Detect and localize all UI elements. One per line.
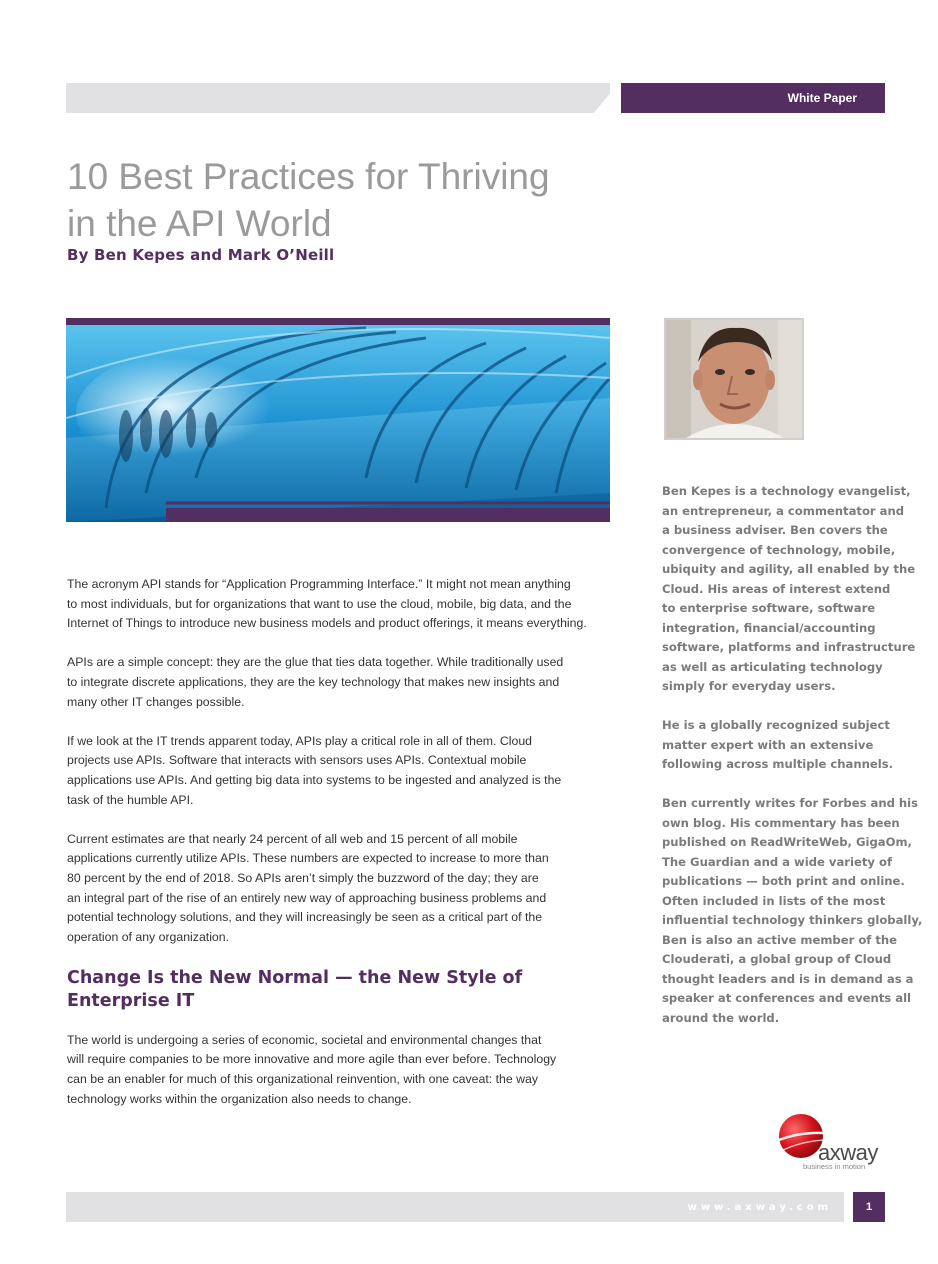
bio-line: to enterprise software, software [662, 601, 876, 615]
bio-paragraph-1 [662, 482, 916, 697]
text-line: task of the humble API. [67, 792, 194, 807]
text-line: projects use APIs. Software that interacts with sensors uses APIs. Contextual mobile [67, 753, 527, 768]
heading-line: Change Is the New Normal — the New Style of [67, 967, 523, 988]
hero-image-tunnel [66, 318, 610, 522]
text-line: If we look at the IT trends apparent today, APIs play a critical role in all of them. Cloud [67, 733, 533, 748]
footer-bar [66, 1192, 844, 1222]
author-bio [662, 482, 923, 1048]
bio-line: Ben is also an active member of the [662, 932, 898, 947]
heading-line: Enterprise IT [67, 990, 195, 1011]
footer-url: www.axway.com [687, 1201, 832, 1213]
text-line: can be an enabler for much of this organizational reinvention, with one caveat: the way [67, 1072, 538, 1087]
page-title [67, 153, 627, 247]
bio-line: published on ReadWriteWeb, GigaOm, [662, 835, 912, 849]
text-line: The world is undergoing a series of economic, societal and environmental changes that [67, 1032, 542, 1047]
bio-line: He is a globally recognized subject [662, 718, 890, 732]
text-line: Current estimates are that nearly 24 percent of all web and 15 percent of all mobile [67, 831, 518, 846]
paragraph-1 [67, 575, 617, 634]
bio-line: a business adviser. Ben covers the [662, 523, 888, 537]
bio-line: speaker at conferences and events all [662, 991, 912, 1005]
text-line: Internet of Things to introduce new business models and product offerings, it means everything. [67, 616, 587, 631]
axway-tagline: business in motion [803, 1162, 866, 1171]
author-byline: By Ben Kepes and Mark O’Neill [67, 246, 335, 264]
bio-line: influential technology thinkers globally, [662, 913, 923, 927]
paragraph-4 [67, 830, 617, 948]
bio-line: as well as articulating technology [662, 659, 883, 674]
paragraph-3 [67, 732, 617, 810]
axway-logo-text: axway [818, 1140, 878, 1165]
text-line: APIs are a simple concept: they are the glue that ties data together. While traditionally used [67, 655, 564, 670]
title-line-2: in the API World [67, 203, 332, 244]
text-line: technology works within the organization also needs to change. [67, 1091, 412, 1106]
text-line: applications currently utilize APIs. These numbers are expected to increase to more than [67, 851, 549, 866]
bio-line: software, platforms and infrastructure [662, 640, 916, 654]
bio-line: publications — both print and online. [662, 874, 905, 888]
bio-line: simply for everyday users. [662, 679, 836, 693]
paragraph-2 [67, 653, 617, 712]
bio-paragraph-3 [662, 794, 923, 1028]
bio-line: following across multiple channels. [662, 757, 894, 771]
bio-line: thought leaders and is in demand as a [662, 971, 914, 986]
bio-line: Ben Kepes is a technology evangelist, [662, 484, 911, 498]
bio-line: around the world. [662, 1010, 780, 1025]
bio-line: Cloud. His areas of interest extend [662, 581, 891, 596]
text-line: The acronym API stands for “Application Programming Interface.” It might not mean anything [67, 577, 571, 591]
bio-line: Ben currently writes for Forbes and his [662, 796, 919, 810]
bio-paragraph-2 [662, 716, 902, 775]
title-line-1: 10 Best Practices for Thriving [67, 156, 550, 197]
bio-line: own blog. His commentary has been [662, 815, 900, 830]
header-gray-bar [66, 83, 610, 113]
bio-line: integration, financial/accounting [662, 620, 876, 635]
text-line: to most individuals, but for organizations that want to use the cloud, mobile, big data, and the [67, 596, 572, 611]
article-body [67, 575, 617, 1129]
bio-line: Clouderati, a global group of Cloud [662, 952, 892, 966]
text-line: applications use APIs. And getting big data into systems to be ingested and analyzed is the [67, 772, 562, 787]
text-line: an integral part of the rise of an entirely new way of approaching business problems and [67, 890, 547, 905]
text-line: 80 percent by the end of 2018. So APIs aren’t simply the buzzword of the day; they are [67, 870, 539, 885]
paragraph-5 [67, 1031, 617, 1109]
bio-line: matter expert with an extensive [662, 737, 874, 752]
text-line: many other IT changes possible. [67, 694, 245, 709]
bio-line: The Guardian and a wide variety of [662, 854, 892, 869]
bio-line: ubiquity and agility, all enabled by the [662, 562, 916, 576]
page-number: 1 [853, 1192, 885, 1222]
text-line: potential technology solutions, and they will increasingly be seen as a critical part of the [67, 910, 543, 925]
bio-line: Often included in lists of the most [662, 893, 886, 908]
text-line: operation of any organization. [67, 929, 230, 944]
white-paper-label: White Paper [621, 83, 885, 113]
section-heading [67, 967, 617, 1013]
text-line: will require companies to be more innovative and more agile than ever before. Technology [67, 1052, 557, 1067]
bio-line: convergence of technology, mobile, [662, 542, 896, 557]
bio-line: an entrepreneur, a commentator and [662, 503, 905, 518]
author-photo [664, 318, 804, 440]
text-line: to integrate discrete applications, they are the key technology that makes new insights and [67, 674, 560, 689]
